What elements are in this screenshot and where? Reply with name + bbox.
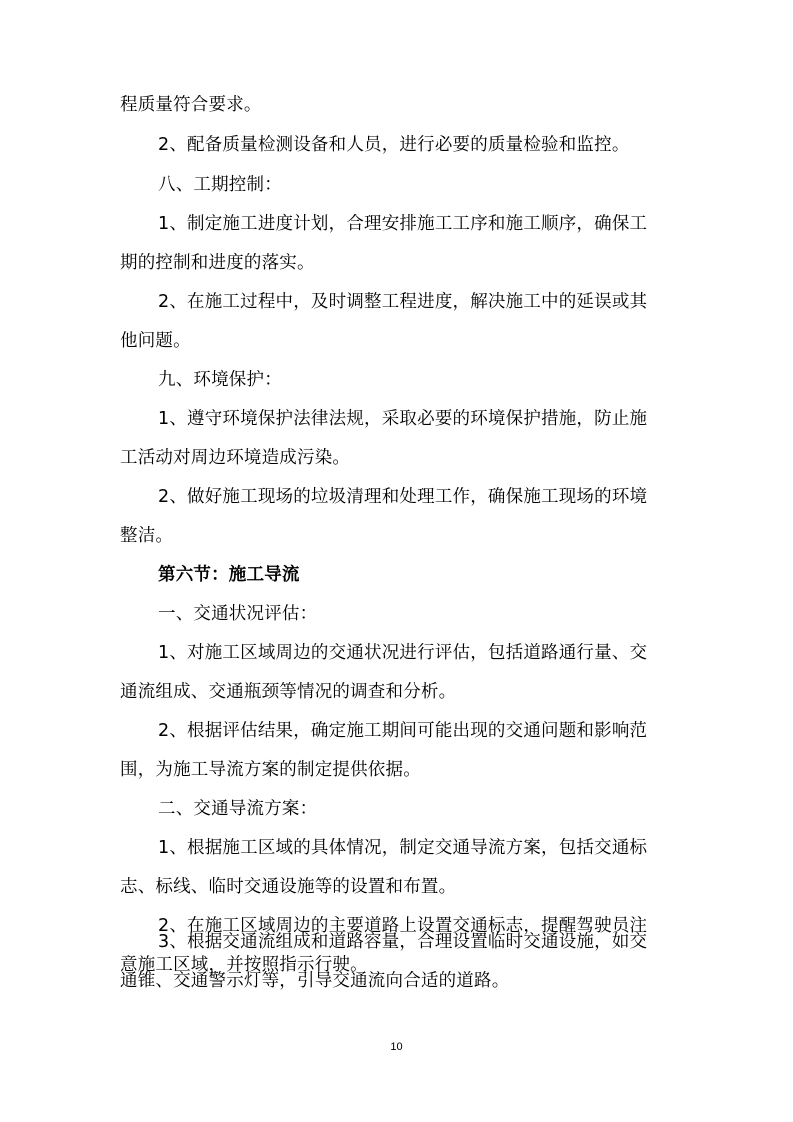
text-line: 工活动对周边环境造成污染。 — [120, 448, 351, 468]
text-line: 1、根据施工区域的具体情况，制定交通导流方案，包括交通标 — [158, 838, 648, 858]
text-line: 整洁。 — [120, 526, 174, 546]
text-line: 2、根据评估结果，确定施工期间可能出现的交通问题和影响范 — [158, 721, 648, 741]
section-heading: 一、交通状况评估： — [158, 604, 318, 624]
text-line: 2、在施工过程中，及时调整工程进度，解决施工中的延误或其 — [158, 292, 648, 312]
text-line: 他问题。 — [120, 331, 191, 351]
text-line: 意施工区域，并按照指示行驶。 — [120, 955, 368, 975]
text-line: 通流组成、交通瓶颈等情况的调查和分析。 — [120, 682, 457, 702]
section-heading: 二、交通导流方案： — [158, 799, 318, 819]
text-line: 围，为施工导流方案的制定提供依据。 — [120, 760, 421, 780]
section-heading: 八、工期控制： — [158, 175, 282, 195]
text-line: 2、配备质量检测设备和人员，进行必要的质量检验和监控。 — [158, 135, 630, 155]
section-heading: 九、环境保护： — [158, 370, 282, 390]
text-line: 1、制定施工进度计划，合理安排施工工序和施工顺序，确保工 — [158, 214, 648, 234]
text-line: 程质量符合要求。 — [120, 95, 262, 115]
text-line: 2、做好施工现场的垃圾清理和处理工作，确保施工现场的环境 — [158, 487, 648, 507]
text-line: 期的控制和进度的落实。 — [120, 253, 315, 273]
text-line: 1、对施工区域周边的交通状况进行评估，包括道路通行量、交 — [158, 643, 648, 663]
text-line: 2、在施工区域周边的主要道路上设置交通标志，提醒驾驶员注 — [158, 916, 648, 936]
text-line: 志、标线、临时交通设施等的设置和布置。 — [120, 877, 457, 897]
text-line: 通锥、交通警示灯等，引导交通流向合适的道路。 — [120, 971, 510, 991]
text-line: 1、遵守环境保护法律法规，采取必要的环境保护措施，防止施 — [158, 409, 648, 429]
text-line: 3、根据交通流组成和道路容量，合理设置临时交通设施，如交 — [158, 932, 648, 952]
page-number: 10 — [390, 1041, 403, 1053]
chapter-heading: 第六节：施工导流 — [158, 565, 300, 585]
